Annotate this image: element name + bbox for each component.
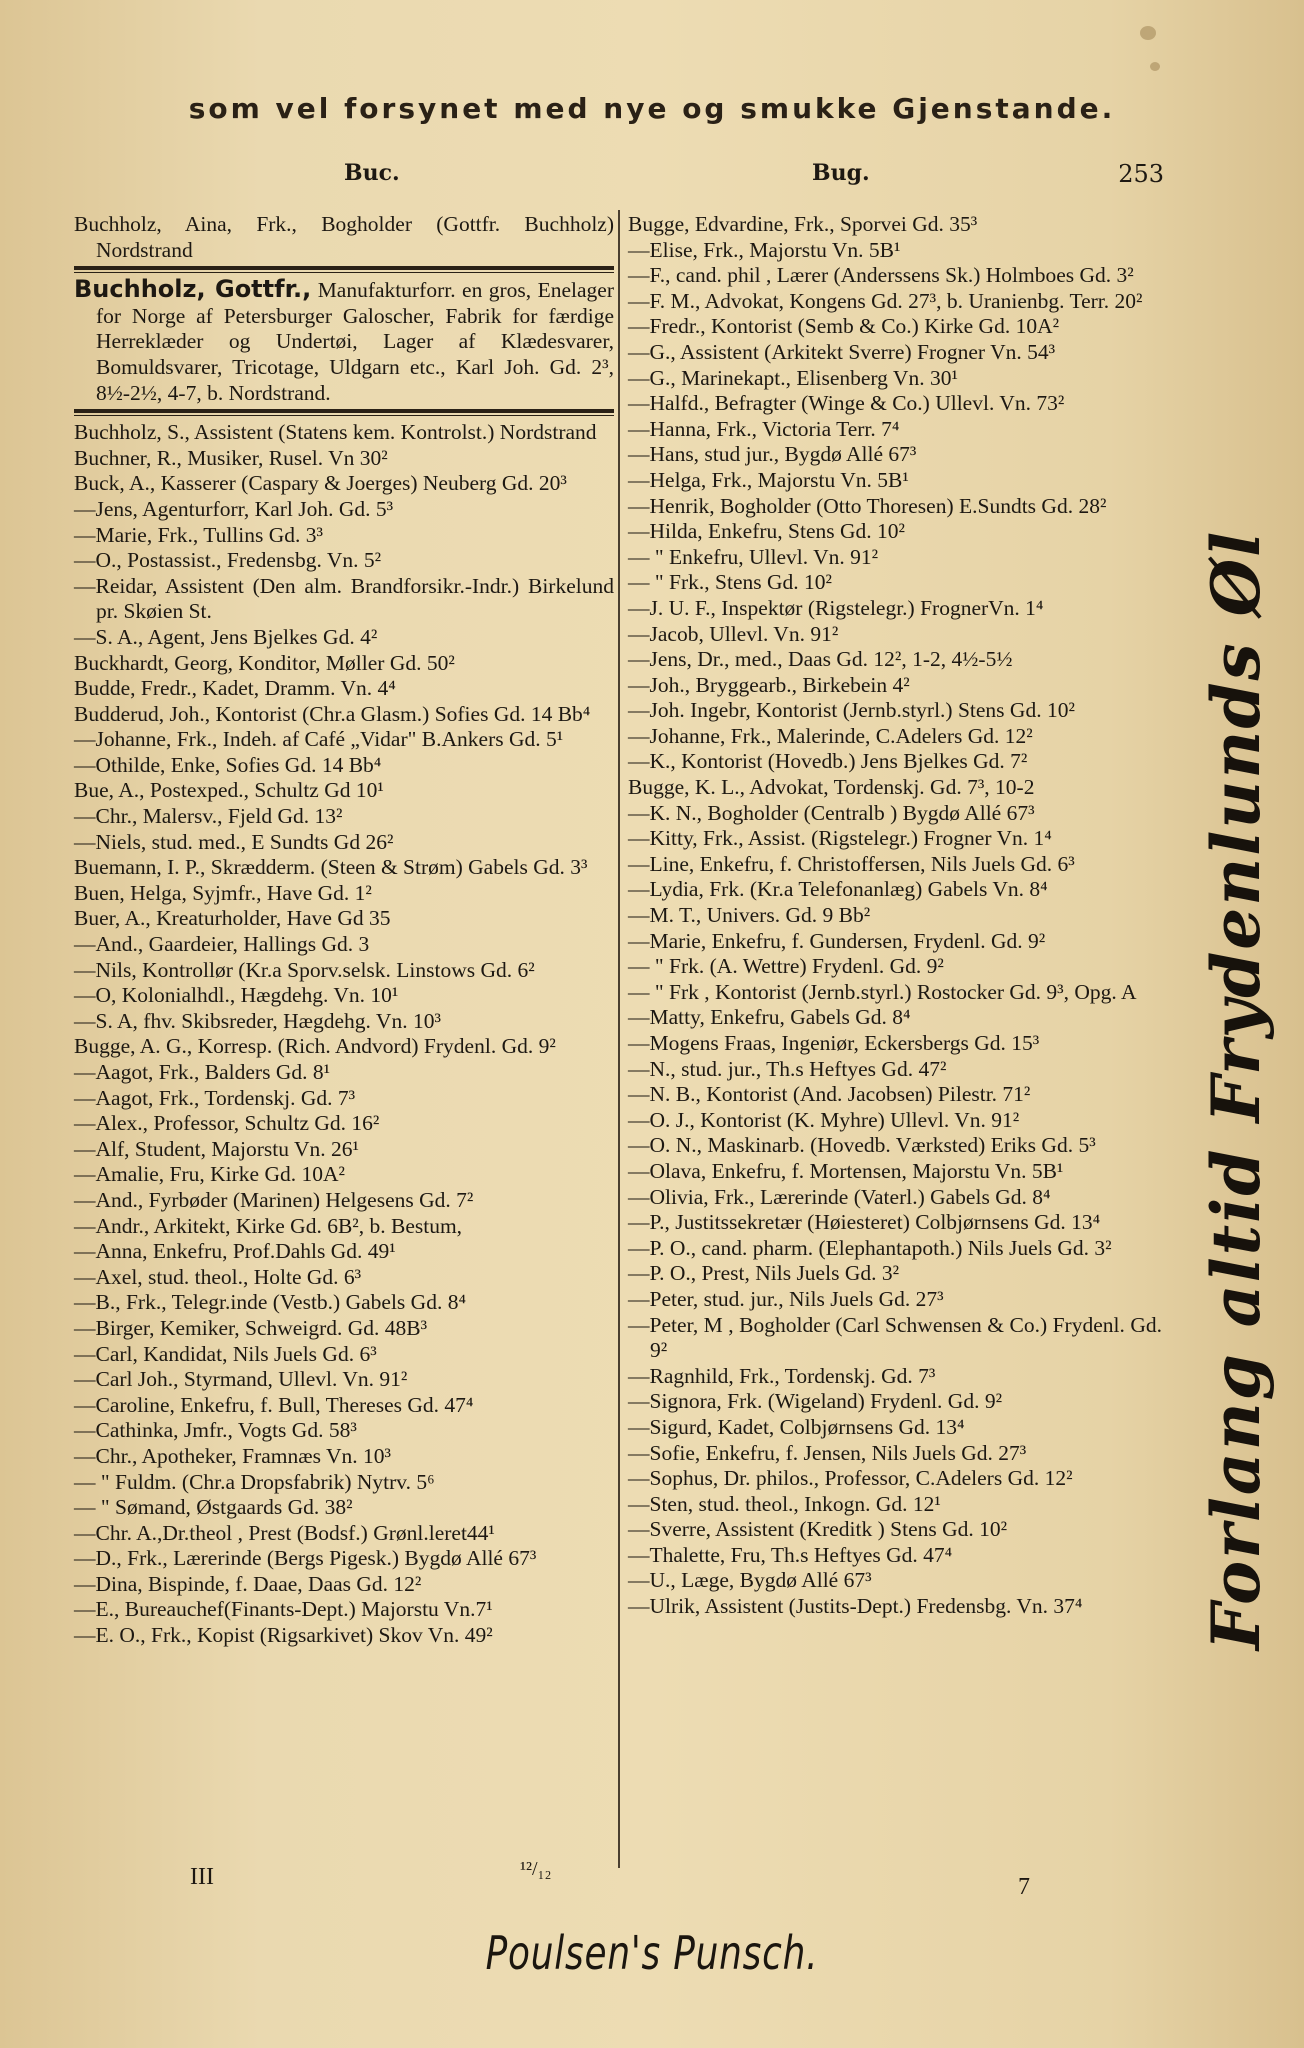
list-item: —Dina, Bispinde, f. Daae, Daas Gd. 12²: [74, 1571, 422, 1596]
list-item: Bugge, K. L., Advokat, Tordenskj. Gd. 7³, 10-2: [628, 775, 1035, 800]
list-item: —Carl Joh., Styrmand, Ullevl. Vn. 91²: [74, 1367, 408, 1392]
list-item: —Lydia, Frk. (Kr.a Telefonanlæg) Gabels Vn. 8⁴: [628, 877, 1048, 902]
list-item: —Jens, Dr., med., Daas Gd. 12², 1-2, 4½-5½: [628, 647, 1013, 672]
ad-firm-text: Manufakturforr. en gros, Enelager for Norge af Petersburger Galoscher, Fabrik for færdige Herreklæder og Undertøi, Lager af Klædesvarer, Bomuldsvarer, Tricotage, Uldgarn etc., Karl Joh. Gd. 2³, 8½-2½, 4-7, b. Nordstrand.: [96, 278, 615, 405]
list-item: —Halfd., Befragter (Winge & Co.) Ullevl. Vn. 73²: [628, 391, 1065, 416]
list-item: —Chr., Apotheker, Framnæs Vn. 10³: [74, 1443, 391, 1468]
list-item: — " Sømand, Østgaards Gd. 38²: [74, 1495, 353, 1520]
list-item: —G., Assistent (Arkitekt Sverre) Frogner Vn. 54³: [628, 339, 1056, 364]
list-item: Buchholz, S., Assistent (Statens kem. Kontrolst.) Nordstrand: [74, 420, 597, 445]
list-item: —Olivia, Frk., Lærerinde (Vaterl.) Gabels Gd. 8⁴: [628, 1184, 1051, 1209]
list-item: —Aagot, Frk., Tordenskj. Gd. 7³: [74, 1085, 356, 1110]
list-item: —Niels, stud. med., E Sundts Gd 26²: [74, 829, 394, 854]
list-item: —Marie, Frk., Tullins Gd. 3³: [74, 522, 323, 547]
list-item: —Chr., Malersv., Fjeld Gd. 13²: [74, 804, 343, 829]
list-item: —Ragnhild, Frk., Tordenskj. Gd. 7³: [628, 1363, 936, 1388]
list-item: —S. A, fhv. Skibsreder, Hægdehg. Vn. 10³: [74, 1008, 441, 1033]
list-item: —J. U. F., Inspektør (Rigstelegr.) FrognerVn. 1⁴: [628, 595, 1044, 620]
list-item: —Thalette, Fru, Th.s Heftyes Gd. 47⁴: [628, 1542, 953, 1567]
list-item: —Ulrik, Assistent (Justits-Dept.) Fredensbg. Vn. 37⁴: [628, 1594, 1083, 1619]
list-item: —Alex., Professor, Schultz Gd. 16²: [74, 1111, 380, 1136]
list-item: —O. N., Maskinarb. (Hovedb. Værksted) Eriks Gd. 5³: [628, 1133, 1096, 1158]
running-head-right: Bug.: [812, 160, 870, 186]
list-item: —Joh. Ingebr, Kontorist (Jernb.styrl.) Stens Gd. 10²: [628, 698, 1075, 723]
list-item: —O, Kolonialhdl., Hægdehg. Vn. 10¹: [74, 983, 399, 1008]
list-item: —Caroline, Enkefru, f. Bull, Thereses Gd. 47⁴: [74, 1392, 474, 1417]
advertisement-entry: [74, 277, 614, 406]
top-advertisement: som vel forsynet med nye og smukke Gjenstande.: [188, 92, 1116, 125]
list-item: —G., Marinekapt., Elisenberg Vn. 30¹: [628, 365, 958, 390]
list-item: —F., cand. phil , Lærer (Anderssens Sk.) Holmboes Gd. 3²: [628, 263, 1134, 288]
list-item: —Johanne, Frk., Malerinde, C.Adelers Gd. 12²: [628, 723, 1033, 748]
list-item: —Peter, M , Bogholder (Carl Schwensen & Co.) Frydenl. Gd. 9²: [628, 1312, 1162, 1363]
ad-rule-top: [74, 266, 614, 273]
list-item: —Mogens Fraas, Ingeniør, Eckersbergs Gd. 15³: [628, 1031, 1040, 1055]
list-item: —Sofie, Enkefru, f. Jensen, Nils Juels Gd. 27³: [628, 1440, 1027, 1465]
signature-mark-right: 7: [1018, 1874, 1030, 1900]
list-item: Budde, Fredr., Kadet, Dramm. Vn. 4⁴: [74, 676, 396, 701]
list-item: —Joh., Bryggearb., Birkebein 4²: [628, 672, 910, 697]
list-item: —Anna, Enkefru, Prof.Dahls Gd. 49¹: [74, 1239, 396, 1264]
list-item: —P. O., cand. pharm. (Elephantapoth.) Nils Juels Gd. 3²: [628, 1235, 1112, 1260]
list-item: —Fredr., Kontorist (Semb & Co.) Kirke Gd. 10A²: [628, 314, 1060, 339]
list-item: —N., stud. jur., Th.s Heftyes Gd. 47²: [628, 1056, 947, 1081]
list-item: Bugge, Edvardine, Frk., Sporvei Gd. 35³: [628, 212, 978, 236]
list-item: —Olava, Enkefru, f. Mortensen, Majorstu Vn. 5B¹: [628, 1158, 1064, 1183]
right-column: [628, 212, 1162, 1620]
paper-stain: [1140, 26, 1156, 40]
list-item: —Amalie, Fru, Kirke Gd. 10A²: [74, 1162, 345, 1187]
list-item: — " Fuldm. (Chr.a Dropsfabrik) Nytrv. 5⁶: [74, 1469, 435, 1494]
list-item: Bugge, A. G., Korresp. (Rich. Andvord) Frydenl. Gd. 9²: [74, 1034, 556, 1059]
list-item: —P. O., Prest, Nils Juels Gd. 3²: [628, 1261, 900, 1286]
list-item: —Othilde, Enke, Sofies Gd. 14 Bb⁴: [74, 752, 382, 777]
list-item: —K. N., Bogholder (Centralb ) Bygdø Allé 67³: [628, 800, 1035, 825]
ad-rule-bottom: [74, 409, 614, 416]
list-item: —M. T., Univers. Gd. 9 Bb²: [628, 903, 871, 928]
list-item: —Elise, Frk., Majorstu Vn. 5B¹: [628, 237, 901, 262]
list-item: Buchner, R., Musiker, Rusel. Vn 30²: [74, 445, 388, 470]
list-item: —D., Frk., Lærerinde (Bergs Pigesk.) Bygdø Allé 67³: [74, 1546, 537, 1571]
list-item: —Aagot, Frk., Balders Gd. 8¹: [74, 1060, 331, 1084]
list-item: —Hilda, Enkefru, Stens Gd. 10²: [628, 519, 905, 544]
list-item: —Sophus, Dr. philos., Professor, C.Adelers Gd. 12²: [628, 1466, 1073, 1491]
list-item: Buemann, I. P., Skrædderm. (Steen & Strøm) Gabels Gd. 3³: [74, 855, 588, 880]
list-item: —S. A., Agent, Jens Bjelkes Gd. 4²: [74, 624, 378, 649]
list-item: —Alf, Student, Majorstu Vn. 26¹: [74, 1136, 359, 1161]
list-item: Buck, A., Kasserer (Caspary & Joerges) Neuberg Gd. 20³: [74, 471, 567, 496]
bottom-advertisement: Poulsen's Punsch.: [485, 1926, 819, 1980]
list-item: —Reidar, Assistent (Den alm. Brandforsikr.-Indr.) Birkelund pr. Skøien St.: [74, 573, 614, 624]
list-item: Bue, A., Postexped., Schultz Gd 10¹: [74, 778, 384, 803]
list-item: —Hans, stud jur., Bygdø Allé 67³: [628, 442, 917, 467]
list-item: Buchholz, Aina, Frk., Bogholder (Gottfr. Buchholz) Nordstrand: [74, 212, 614, 262]
list-item: —Axel, stud. theol., Holte Gd. 6³: [74, 1264, 362, 1289]
list-item: —E., Bureauchef(Finants-Dept.) Majorstu Vn.7¹: [74, 1597, 493, 1622]
list-item: —Sverre, Assistent (Kreditk ) Stens Gd. 10²: [628, 1517, 1008, 1542]
list-item: —Jacob, Ullevl. Vn. 91²: [628, 621, 839, 646]
list-item: —Line, Enkefru, f. Christoffersen, Nils Juels Gd. 6³: [628, 851, 1075, 876]
list-item: Buckhardt, Georg, Konditor, Møller Gd. 50²: [74, 650, 455, 675]
list-item: —Marie, Enkefru, f. Gundersen, Frydenl. Gd. 9²: [628, 928, 1046, 953]
ad-firm-name: Buchholz, Gottfr.,: [74, 275, 312, 304]
list-item: —O., Postassist., Fredensbg. Vn. 5²: [74, 548, 382, 573]
list-item: —Helga, Frk., Majorstu Vn. 5B¹: [628, 467, 909, 492]
list-item: —And., Fyrbøder (Marinen) Helgesens Gd. 7²: [74, 1187, 474, 1212]
list-item: —Sten, stud. theol., Inkogn. Gd. 12¹: [628, 1491, 941, 1516]
left-column: [74, 212, 614, 1649]
list-item: —N. B., Kontorist (And. Jacobsen) Pilestr. 71²: [628, 1082, 1031, 1107]
page-number: 253: [1118, 160, 1164, 188]
list-item: —Johanne, Frk., Indeh. af Café „Vidar" B.Ankers Gd. 5¹: [74, 727, 564, 752]
list-item: —Birger, Kemiker, Schweigrd. Gd. 48B³: [74, 1315, 428, 1340]
list-item: —Hanna, Frk., Victoria Terr. 7⁴: [628, 416, 900, 441]
paper-stain: [1150, 62, 1160, 71]
list-item: —U., Læge, Bygdø Allé 67³: [628, 1568, 872, 1593]
list-item: —Chr. A.,Dr.theol , Prest (Bodsf.) Grønl.leret44¹: [74, 1520, 495, 1545]
list-item: Budderud, Joh., Kontorist (Chr.a Glasm.) Sofies Gd. 14 Bb⁴: [74, 701, 591, 726]
signature-mark-left: III: [190, 1864, 214, 1890]
running-head-left: Buc.: [344, 160, 400, 186]
list-item: — " Enkefru, Ullevl. Vn. 91²: [628, 544, 879, 569]
column-divider: [618, 210, 620, 1868]
list-item: —Signora, Frk. (Wigeland) Frydenl. Gd. 9²: [628, 1389, 1003, 1414]
list-item: —P., Justitssekretær (Høiesteret) Colbjørnsens Gd. 13⁴: [628, 1210, 1101, 1235]
signature-mark-mid: ¹²/₁₂: [520, 1858, 552, 1880]
list-item: — " Frk , Kontorist (Jernb.styrl.) Rostocker Gd. 9³, Opg. A: [628, 979, 1137, 1004]
list-item: —Matty, Enkefru, Gabels Gd. 8⁴: [628, 1005, 911, 1030]
list-item: —B., Frk., Telegr.inde (Vestb.) Gabels Gd. 8⁴: [74, 1290, 466, 1315]
list-item: — " Frk. (A. Wettre) Frydenl. Gd. 9²: [628, 954, 944, 979]
right-entries: [628, 212, 1162, 1620]
list-item: —Andr., Arkitekt, Kirke Gd. 6B², b. Bestum,: [74, 1213, 463, 1238]
list-item: —Sigurd, Kadet, Colbjørnsens Gd. 13⁴: [628, 1414, 965, 1439]
list-item: —Kitty, Frk., Assist. (Rigstelegr.) Frogner Vn. 1⁴: [628, 826, 1052, 851]
list-item: —K., Kontorist (Hovedb.) Jens Bjelkes Gd. 7²: [628, 749, 1028, 774]
side-advertisement: Forlang altid Frydenlunds Øl: [1197, 529, 1275, 1651]
list-item: —Peter, stud. jur., Nils Juels Gd. 27³: [628, 1286, 944, 1311]
list-item: —Cathinka, Jmfr., Vogts Gd. 58³: [74, 1418, 357, 1443]
list-item: —Nils, Kontrollør (Kr.a Sporv.selsk. Linstows Gd. 6²: [74, 957, 535, 982]
list-item: — " Frk., Stens Gd. 10²: [628, 570, 832, 595]
list-item: —E. O., Frk., Kopist (Rigsarkivet) Skov Vn. 49²: [74, 1623, 493, 1648]
list-item: —F. M., Advokat, Kongens Gd. 27³, b. Uranienbg. Terr. 20²: [628, 288, 1143, 313]
left-entries: [74, 446, 614, 1649]
list-item: —O. J., Kontorist (K. Myhre) Ullevl. Vn. 91²: [628, 1107, 1020, 1132]
list-item: —Jens, Agenturforr, Karl Joh. Gd. 5³: [74, 496, 394, 521]
list-item: —Carl, Kandidat, Nils Juels Gd. 6³: [74, 1341, 377, 1366]
list-item: —And., Gaardeier, Hallings Gd. 3: [74, 932, 370, 957]
list-item: Buen, Helga, Syjmfr., Have Gd. 1²: [74, 880, 372, 905]
list-item: —Henrik, Bogholder (Otto Thoresen) E.Sundts Gd. 28²: [628, 493, 1107, 518]
list-item: Buer, A., Kreaturholder, Have Gd 35: [74, 906, 391, 931]
